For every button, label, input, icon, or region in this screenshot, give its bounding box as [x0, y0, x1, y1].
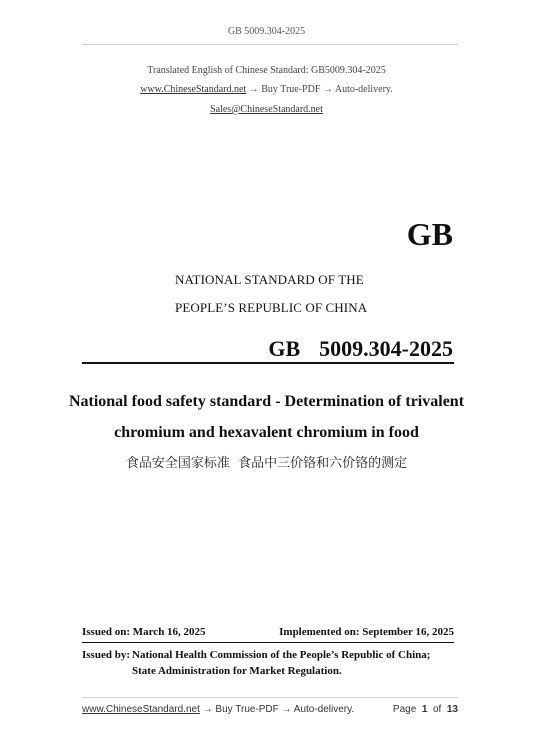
- sales-email-link[interactable]: Sales@ChineseStandard.net: [210, 104, 323, 115]
- page-of: of: [432, 704, 442, 715]
- gb-mark: GB: [406, 216, 453, 252]
- translation-links: [0, 84, 533, 95]
- page-indicator: [393, 704, 458, 715]
- national-standard-line2: PEOPLE’S REPUBLIC OF CHINA: [175, 300, 368, 315]
- buy-pdf-text: → Buy True-PDF → Auto-delivery.: [246, 84, 393, 95]
- translation-notice: Translated English of Chinese Standard: GB5009.304-2025: [147, 65, 386, 76]
- issued-on-date: Issued on: March 16, 2025: [82, 626, 206, 638]
- footer-buy-text: → Buy True-PDF → Auto-delivery.: [199, 704, 355, 715]
- title-line2: chromium and hexavalent chromium in food: [114, 424, 419, 441]
- issued-by-label: Issued by:: [82, 649, 130, 661]
- national-standard-line1: NATIONAL STANDARD OF THE: [175, 272, 364, 287]
- site-link[interactable]: www.ChineseStandard.net: [140, 84, 247, 95]
- footer-site-link[interactable]: www.ChineseStandard.net: [82, 704, 200, 715]
- issuer-line2: State Administration for Market Regulation.: [132, 665, 342, 677]
- standard-number: GB 5009.304-2025: [268, 336, 453, 361]
- title-chinese: 食品安全国家标准 食品中三价铬和六价铬的测定: [125, 456, 408, 471]
- header-standard-code: GB 5009.304-2025: [227, 26, 306, 37]
- page-label: Page: [392, 704, 417, 715]
- title-line1: National food safety standard - Determination of trivalent: [68, 393, 465, 410]
- email-line: [0, 104, 533, 115]
- standard-number-rule: [82, 362, 454, 364]
- implemented-on-date: Implemented on: September 16, 2025: [279, 626, 454, 638]
- page-current: 1: [421, 704, 428, 715]
- issuer-line1: National Health Commission of the People’s Republic of China;: [132, 649, 431, 661]
- header-divider: [82, 44, 458, 45]
- issued-by-block: [82, 647, 462, 679]
- page-total: 13: [446, 704, 458, 715]
- dates-divider: [82, 642, 454, 643]
- footer-divider: [82, 697, 458, 698]
- footer-links: [82, 704, 354, 715]
